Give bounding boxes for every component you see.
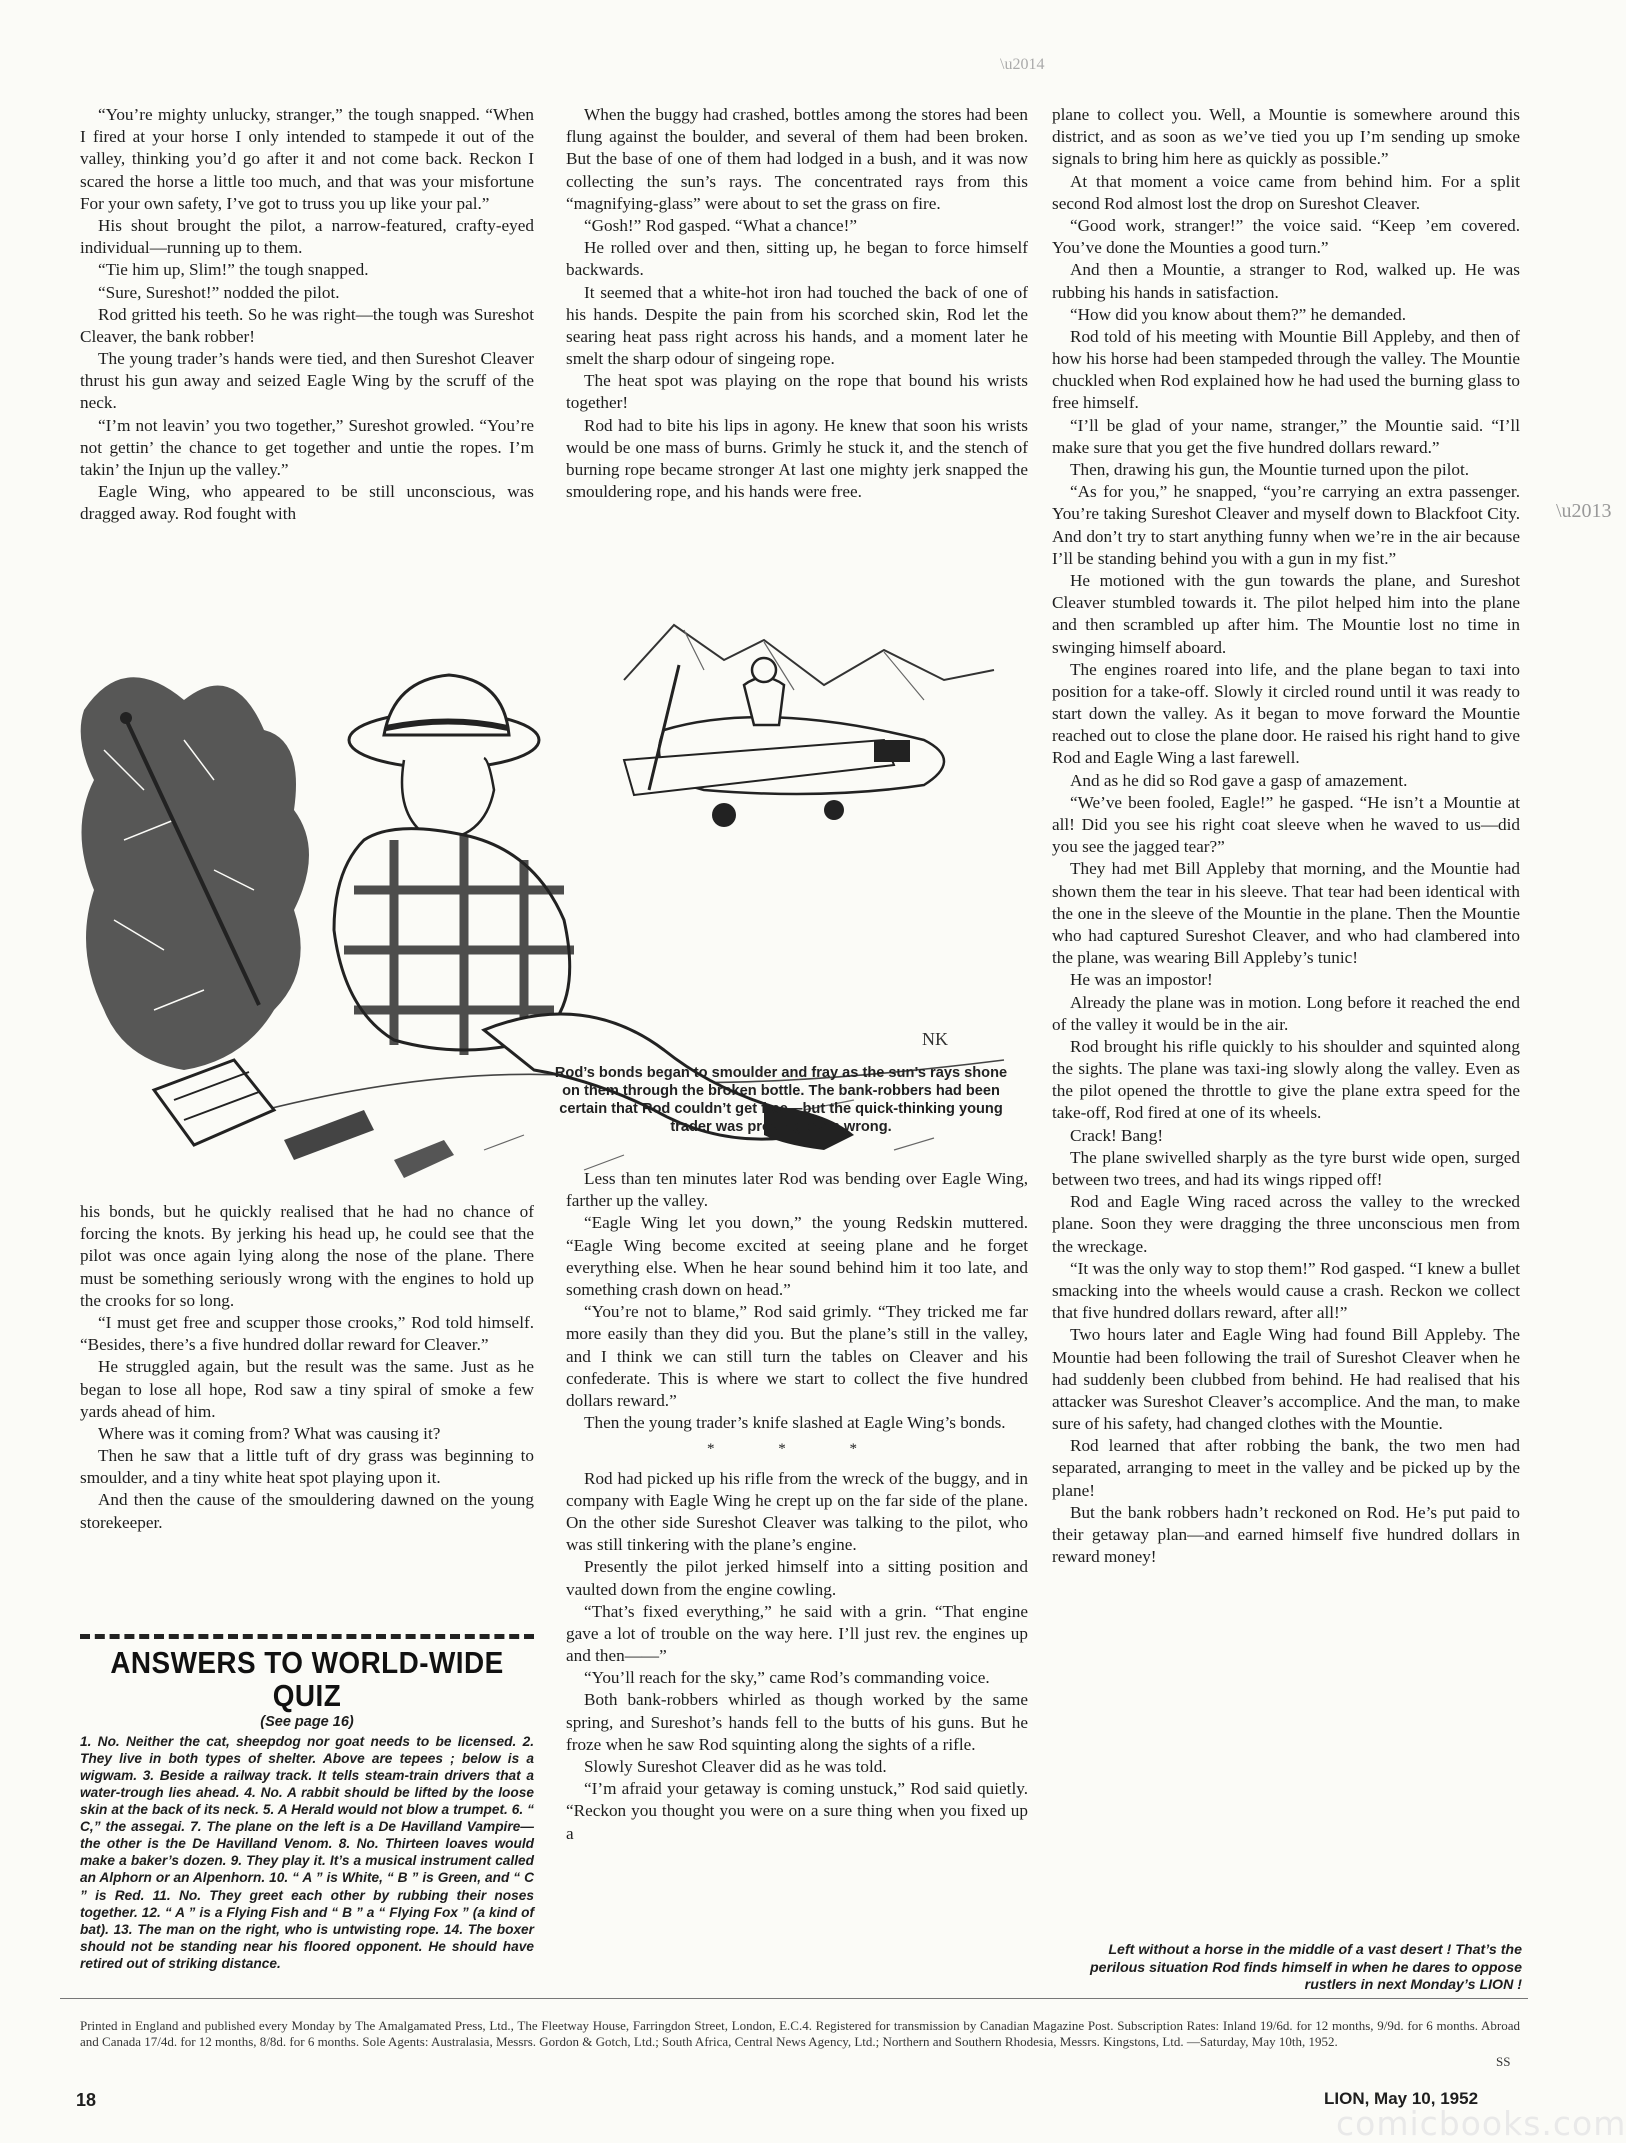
publisher-imprint: Printed in England and published every Monday by The Amalgamated Press, Ltd., The Fleetway House, Farringdon Street, London, E.C.4. Registered for transmission by Canadian Magazine Post. Subscription Rates: Inland 19/6d. for 12 months, 9/9d. for 6 months. Abroad and Canada 17/4d. for 12 months, 8/8d. for 6 months. Sole Agents: Australasia, Messrs. Gordon & Gotch, Ltd.; South Africa, Central News Agency, Ltd.; Northern and Southern Rhodesia, Messrs. Kingstons, Ltd. —Saturday, May 10th, 1952.: [80, 2018, 1520, 2049]
paragraph: The young trader’s hands were tied, and then Sureshot Cleaver thrust his gun away and seized Eagle Wing by the scruff of the neck.: [80, 349, 534, 413]
paragraph: “Good work, stranger!” the voice said. “Keep ’em covered. You’ve done the Mounties a good turn.”: [1052, 215, 1520, 258]
paragraph: When the buggy had crashed, bottles among the stores had been flung against the boulder, and several of them had been broken. But the base of one of them had lodged in a bush, and it was now collecting the sun’s rays. The concentrated rays from this “magnifying-glass” were about to set the grass on fire.: [566, 105, 1028, 213]
quiz-answers-box: [80, 1634, 534, 1972]
paragraph: his bonds, but he quickly realised that he had no chance of forcing the knots. By jerking his head up, he could see that the pilot was once again lying along the nose of the plane. There must be something seriously wrong with the engines to hold up the crooks for so long.: [80, 1202, 534, 1310]
paragraph: “Gosh!” Rod gasped. “What a chance!”: [584, 215, 857, 235]
paragraph: “I must get free and scupper those crooks,” Rod told himself. “Besides, there’s a five hundred dollar reward for Cleaver.”: [80, 1312, 534, 1355]
section-break-stars: * * *: [707, 1441, 887, 1458]
paragraph: Rod learned that after robbing the bank, the two men had separated, arranging to meet in the valley and be picked up by the plane!: [1052, 1436, 1520, 1500]
next-week-teaser: Left without a horse in the middle of a vast desert ! That’s the perilous situation Rod finds himself in when he dares to oppose rustlers in next Monday’s LION !: [1090, 1942, 1522, 1994]
paragraph: And then a Mountie, a stranger to Rod, walked up. He was rubbing his hands in satisfaction.: [1052, 260, 1520, 302]
quiz-title: ANSWERS TO WORLD-WIDE QUIZ: [110, 1645, 504, 1713]
mountain-slope: [684, 630, 924, 700]
paragraph: Rod and Eagle Wing raced across the valley to the wrecked plane. Soon they were dragging the three unconscious men from the wreckage.: [1052, 1192, 1520, 1256]
crate: [154, 1060, 274, 1145]
story-column-1-continued: [80, 1201, 534, 1534]
quiz-subtitle: (See page 16): [260, 1714, 354, 1731]
paragraph: “Sure, Sureshot!” nodded the pilot.: [98, 282, 340, 302]
mountain-range: [624, 625, 994, 685]
paragraph: Eagle Wing, who appeared to be still unconscious, was dragged away. Rod fought with: [80, 482, 534, 524]
paragraph: “I’m not leavin’ you two together,” Sureshot growled. “You’re not gettin’ the chance to get together and untie the ropes. I’m takin’ the Injun up the valley.”: [80, 415, 534, 479]
artist-signature: NK: [922, 1029, 948, 1049]
paragraph: “That’s fixed everything,” he said with a grin. “That engine gave a lot of trouble on the way here. I’ll just rev. the engines up and then——”: [566, 1601, 1028, 1666]
paragraph: But the bank robbers hadn’t reckoned on Rod. He’s put paid to their getaway plan—and earned himself five hundred dollars in reward money!: [1052, 1502, 1520, 1567]
corner-mark: \u2014: [1000, 56, 1045, 73]
paragraph: “As for you,” he snapped, “you’re carrying an extra passenger. You’re taking Sureshot Cleaver and myself down to Blackfoot City. And don’t try to start anything funny when we’re in the air because I’ll be standing behind you with a gun in my fist.”: [1052, 482, 1520, 568]
bottle: [284, 1110, 374, 1160]
paragraph: Slowly Sureshot Cleaver did as he was told.: [584, 1757, 887, 1777]
paragraph: He motioned with the gun towards the plane, and Sureshot Cleaver stumbled towards it. The pilot helped him into the plane and then scrambled up after him. The Mountie lost no time in swinging himself aboard.: [1052, 570, 1520, 657]
paragraph: Rod had picked up his rifle from the wreck of the buggy, and in company with Eagle Wing he crept up on the far side of the plane. On the other side Sureshot Cleaver was talking to the pilot, who was still tinkering with the plane’s engine.: [566, 1468, 1028, 1555]
story-column-3: [1052, 104, 1520, 1568]
margin-mark: \u2013: [1556, 500, 1612, 522]
story-column-2: [566, 104, 1028, 503]
imprint-code: SS: [1496, 2054, 1511, 2069]
footer-rule: [60, 1998, 1528, 1999]
paragraph: He was an impostor!: [1070, 970, 1213, 990]
paragraph: Both bank-robbers whirled as though worked by the same spring, and Sureshot’s hands fell to the butts of his guns. But he froze when he saw Rod squinting along the sights of a rifle.: [566, 1690, 1028, 1754]
paragraph: “You’re not to blame,” Rod said grimly. “They tricked me far more easily than they did you. But the plane’s still in the valley, and I think we can still turn the tables on Cleaver and his confederate. This is where we start to collect the five hundred dollars reward.”: [566, 1302, 1028, 1410]
paragraph: His shout brought the pilot, a narrow-featured, crafty-eyed individual—running up to them.: [80, 215, 534, 258]
paragraph: Then the young trader’s knife slashed at Eagle Wing’s bonds.: [584, 1413, 1006, 1433]
watermark: comicbooks.com: [1336, 2104, 1626, 2143]
paragraph: And then the cause of the smouldering dawned on the young storekeeper.: [80, 1490, 534, 1532]
paragraph: Where was it coming from? What was causing it?: [98, 1423, 441, 1443]
paragraph: Then he saw that a little tuft of dry grass was beginning to smoulder, and a tiny white heat spot playing upon it.: [80, 1446, 534, 1488]
paragraph: He rolled over and then, sitting up, he began to force himself backwards.: [566, 238, 1028, 280]
paragraph: “I’m afraid your getaway is coming unstuck,” Rod said quietly. “Reckon you thought you were on a sure thing when you fixed up a: [566, 1779, 1028, 1843]
paragraph: He struggled again, but the result was the same. Just as he began to lose all hope, Rod saw a tiny spiral of smoke a few yards ahead of him.: [80, 1357, 534, 1421]
story-column-1: [80, 104, 534, 526]
paragraph: Rod gritted his teeth. So he was right—the tough was Sureshot Cleaver, the bank robber!: [80, 304, 534, 346]
paragraph: “We’ve been fooled, Eagle!” he gasped. “He isn’t a Mountie at all! Did you see his right coat sleeve when he waved to us—did you see the jagged tear?”: [1052, 792, 1520, 857]
plane-wheel: [824, 800, 844, 820]
page-number: 18: [76, 2090, 97, 2110]
pilot-head: [752, 658, 776, 682]
magazine-issue-footer: LION, May 10, 1952: [1324, 2089, 1479, 2108]
paragraph: They had met Bill Appleby that morning, and the Mountie had shown them the tear in his sleeve. That tear had been identical with the one in the sleeve of the Mountie in the plane. Then the Mountie who had captured Sureshot Cleaver, and who had clambered into the plane, was wearing Bill Appleby’s tunic!: [1052, 859, 1520, 968]
paragraph: Crack! Bang!: [1070, 1125, 1164, 1145]
quiz-answers-text: 1. No. Neither the cat, sheepdog nor goat needs to be licensed. 2. They live in both types of shelter. Above are tepees ; below is a wigwam. 3. Beside a railway track. It tells steam-train drivers that a water-trough lies ahead. 4. No. A rabbit should be lifted by the loose skin at the back of its neck. 5. A Herald would not blow a trumpet. 6. “ C,” the assegai. 7. The plane on the left is a De Havilland Vampire—the other is the De Havilland Venom. 8. No. Thirteen loaves would make a baker’s dozen. 9. They play it. It’s a musical instrument called an Alphorn or an Alpenhorn. 10. “ A ” is White, “ B ” is Green, and “ C ” is Red. 11. No. They greet each other by rubbing their noses together. 12. “ A ” is a Flying Fish and “ B ” a “ Flying Fox ” (a kind of bat). 13. The man on the right, who is untwisting rope. 14. The boxer should not be standing near his floored opponent. He should have retired out of striking distance.: [80, 1734, 534, 1971]
paragraph: Rod brought his rifle quickly to his shoulder and squinted along the sights. The plane was taxi-ing slowly along the valley. Even as the pilot opened the throttle to give the plane extra speed for the take-off, Rod fired at one of its wheels.: [1052, 1036, 1520, 1123]
bush: [81, 677, 309, 1070]
paragraph: “I’ll be glad of your name, stranger,” the Mountie said. “I’ll make sure that you get the five hundred dollars reward.”: [1052, 415, 1520, 457]
paragraph: “How did you know about them?” he demanded.: [1070, 304, 1407, 324]
rifle-muzzle: [120, 712, 132, 724]
paragraph: And as he did so Rod gave a gasp of amazement.: [1070, 770, 1408, 790]
paragraph: plane to collect you. Well, a Mountie is somewhere around this district, and as soon as we’ve tied you up I’m sending up smoke signals to bring him here as quickly as possible.”: [1052, 105, 1520, 169]
plane-insignia: [874, 740, 910, 762]
paragraph: “You’ll reach for the sky,” came Rod’s commanding voice.: [584, 1668, 990, 1688]
paragraph: “You’re mighty unlucky, stranger,” the tough snapped. “When I fired at your horse I only intended to stampede it out of the valley, thinking you’d go after it and not come back. Reckon I scared the horse a little too much, and that was your misfortune For your own safety, I’ve got to truss you up like your pal.”: [80, 105, 534, 213]
broken-bottle: [394, 1140, 454, 1178]
paragraph: Then, drawing his gun, the Mountie turned upon the pilot.: [1070, 460, 1470, 479]
paragraph: The plane swivelled sharply as the tyre burst wide open, surged between two trees, and had its wings ripped off!: [1052, 1147, 1520, 1189]
paragraph: Rod told of his meeting with Mountie Bill Appleby, and then of how his horse had been stampeded through the valley. The Mountie chuckled when Rod explained how he had used the burning glass to free himself.: [1052, 326, 1520, 413]
paragraph: “Tie him up, Slim!” the tough snapped.: [98, 260, 369, 280]
paragraph: Presently the pilot jerked himself into a sitting position and vaulted down from the engine cowling.: [566, 1557, 1028, 1599]
paragraph: The heat spot was playing on the rope that bound his wrists together!: [566, 371, 1028, 413]
paragraph: Already the plane was in motion. Long before it reached the end of the valley it would be in the air.: [1052, 992, 1520, 1034]
quiz-divider: [80, 1634, 534, 1639]
story-column-2-continued: [566, 1168, 1028, 1845]
plane-wheel: [712, 803, 736, 827]
paragraph: Two hours later and Eagle Wing had found Bill Appleby. The Mountie had been following the trail of Sureshot Cleaver when he had suddenly been clubbed from behind. He had realised that his attacker was Sureshot Cleaver’s accomplice. And the man, to make sure of his safety, had changed clothes with the Mountie.: [1052, 1325, 1520, 1434]
paragraph: Rod had to bite his lips in agony. He knew that soon his wrists would be one mass of burns. Grimly he stuck it, and the stench of burning rope became stronger At last one mighty jerk snapped the smouldering rope, and his hands were free.: [566, 415, 1028, 502]
paragraph: At that moment a voice came from behind him. For a split second Rod almost lost the drop on Sureshot Cleaver.: [1052, 171, 1520, 213]
paragraph: It seemed that a white-hot iron had touched the back of one of his hands. Despite the pain from his scorched skin, Rod let the searing heat pass right across his hands, and a moment later he smelt the sharp odour of singeing rope.: [566, 282, 1028, 369]
paragraph: “Eagle Wing let you down,” the young Redskin muttered. “Eagle Wing become excited at seeing plane and he forget everything else. When he hear sound behind him it too late, and something crash down on head.”: [566, 1213, 1028, 1299]
paragraph: “It was the only way to stop them!” Rod gasped. “I knew a bullet smacking into the wheels would cause a crash. Reckon we collect that five hundred dollars reward, after all!”: [1052, 1258, 1520, 1323]
paragraph: Less than ten minutes later Rod was bending over Eagle Wing, farther up the valley.: [566, 1169, 1028, 1211]
paragraph: The engines roared into life, and the plane began to taxi into position for a take-off. Slowly it circled round until it was ready to start down the valley. As it began to move forward the Mountie reached out to close the plane door. He raised his right hand to give Rod and Eagle Wing a last farewell.: [1052, 659, 1520, 768]
illustration-caption: Rod’s bonds began to smoulder and fray as the sun’s rays shone on them through the broken bottle. The bank-robbers had been certain that Rod couldn’t get free—but the quick-thinking young trader was proving them wrong.: [554, 1065, 1008, 1136]
